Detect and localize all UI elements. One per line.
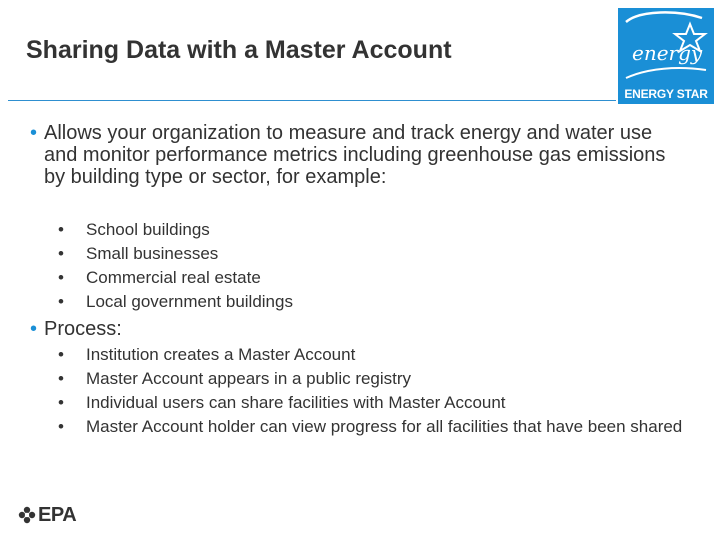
sub-bullet-text: Local government buildings (86, 292, 293, 311)
sub-bullet-text: School buildings (86, 220, 210, 239)
sub-bullet: • Master Account holder can view progress for all facilities that have been shared (58, 418, 688, 436)
bullet-process (30, 318, 690, 340)
energy-script-text: energy (632, 41, 703, 65)
bullet-marker: • (30, 122, 38, 144)
epa-flower-icon (16, 504, 38, 526)
sub-bullet-text: Individual users can share facilities with Master Account (86, 393, 506, 412)
sub-bullet: • Commercial real estate (58, 269, 688, 287)
sub-bullet: • Small businesses (58, 245, 688, 263)
bullet-text: Process: (44, 318, 122, 340)
sub-bullet: • School buildings (58, 221, 688, 239)
sub-bullet: • Individual users can share facilities with Master Account (58, 394, 688, 412)
sub-bullet-text: Commercial real estate (86, 268, 261, 287)
sub-bullet-text: Institution creates a Master Account (86, 345, 356, 364)
sub-bullet: • Master Account appears in a public registry (58, 370, 688, 388)
epa-logo (16, 504, 86, 526)
epa-wordmark: EPA (38, 504, 77, 526)
bullet-marker: • (30, 318, 38, 340)
sub-bullet: • Institution creates a Master Account (58, 346, 688, 364)
bullet-text: Allows your organization to measure and track energy and water use and monitor performance metrics including greenhouse gas emissions by building type or sector, for example: (44, 122, 666, 188)
energy-star-caption: ENERGY STAR (624, 87, 708, 101)
sub-bullet-text: Small businesses (86, 244, 219, 263)
bullet-organization (30, 122, 690, 188)
sub-bullet-text: Master Account holder can view progress for all facilities that have been shared (86, 417, 683, 436)
sub-bullet-text: Master Account appears in a public registry (86, 369, 412, 388)
sub-bullet: • Local government buildings (58, 293, 688, 311)
slide-title: Sharing Data with a Master Account (26, 36, 452, 64)
